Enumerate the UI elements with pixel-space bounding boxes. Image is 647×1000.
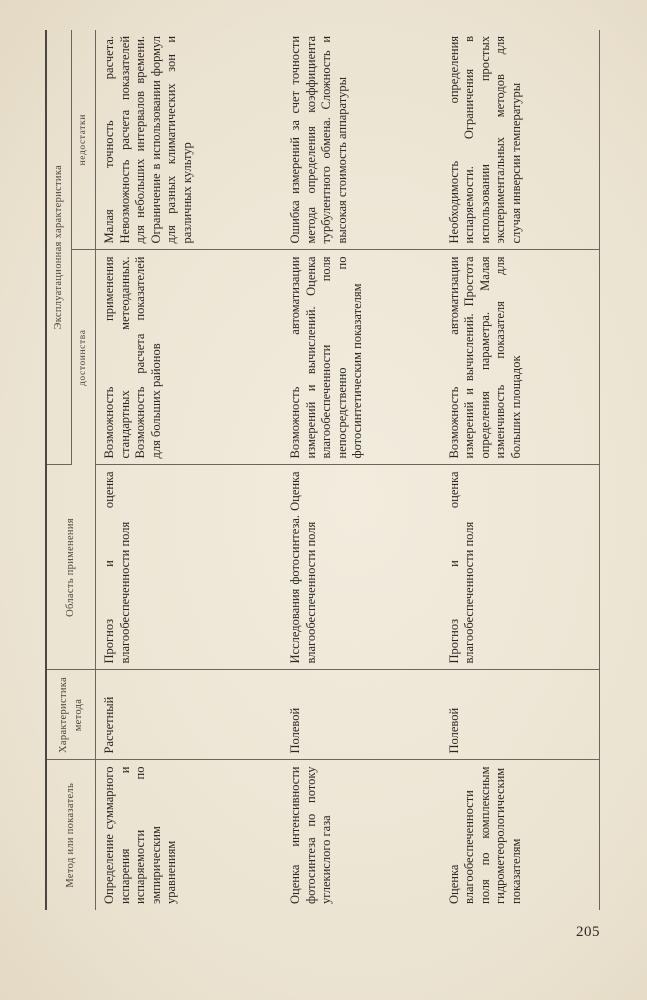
cell-characteristic: Полевой [282,670,440,760]
cell-method: Определение суммарного испарения и испаряемости по эмпирическим уравнениям [102,766,178,904]
cell-advantages: Возможность применения стандартных метеоданных. Возможность расчета показателей для больших районов [96,250,283,465]
header-operational: Эксплуатационная характеристика [46,30,71,465]
cell-area: Исследования фотосинтеза. Оценка влагообеспеченности поля [282,465,440,670]
table-row [282,30,440,910]
cell-method: Оценка влагообеспеченности поля по комплексным гидрометеорологическим показателям [446,766,523,904]
header-characteristic: Характеристика метода [46,670,96,760]
cell-characteristic: Полевой [441,670,600,760]
cell-method: Оценка интенсивности фотосинтеза по потоку углекислого газа [288,766,334,904]
cell-characteristic: Расчетный [96,670,283,760]
header-disadvantages: недостатки [71,30,96,250]
table-row [96,30,283,910]
cell-advantages: Возможность автоматизации измерений и вычислений. Простота определения параметра. Малая изменчивость показателя для больших площадок [441,250,600,465]
header-method: Метод или показатель [46,760,96,910]
cell-disadvantages: Малая точность расчета. Невозможность расчета показателей для небольших интервалов времени. Ограничение в использовании формул для разных климатических зон и различных культур [96,30,283,250]
rotated-table-container [45,30,600,910]
header-advantages: достоинства [71,250,96,465]
cell-disadvantages: Ошибка измерений за счет точности метода определения коэффициента турбулентного обмена. Сложность и высокая стоимость аппаратуры [282,30,440,250]
cell-advantages: Возможность автоматизации измерений и вычислений. Оценка влагообеспеченности поля непосредственно по фотосинтетическим показателям [282,250,440,465]
table-row [441,30,600,910]
cell-disadvantages: Необходимость определения испаряемости. Ограничения в использовании простых экспериментальных методов для случая инверсии температуры [441,30,600,250]
cell-area: Прогноз и оценка влагообеспеченности поля [96,465,283,670]
header-area: Область применения [46,465,96,670]
page-number: 205 [576,924,600,940]
cell-area: Прогноз и оценка влагообеспеченности поля [441,465,600,670]
methods-table [45,30,600,910]
